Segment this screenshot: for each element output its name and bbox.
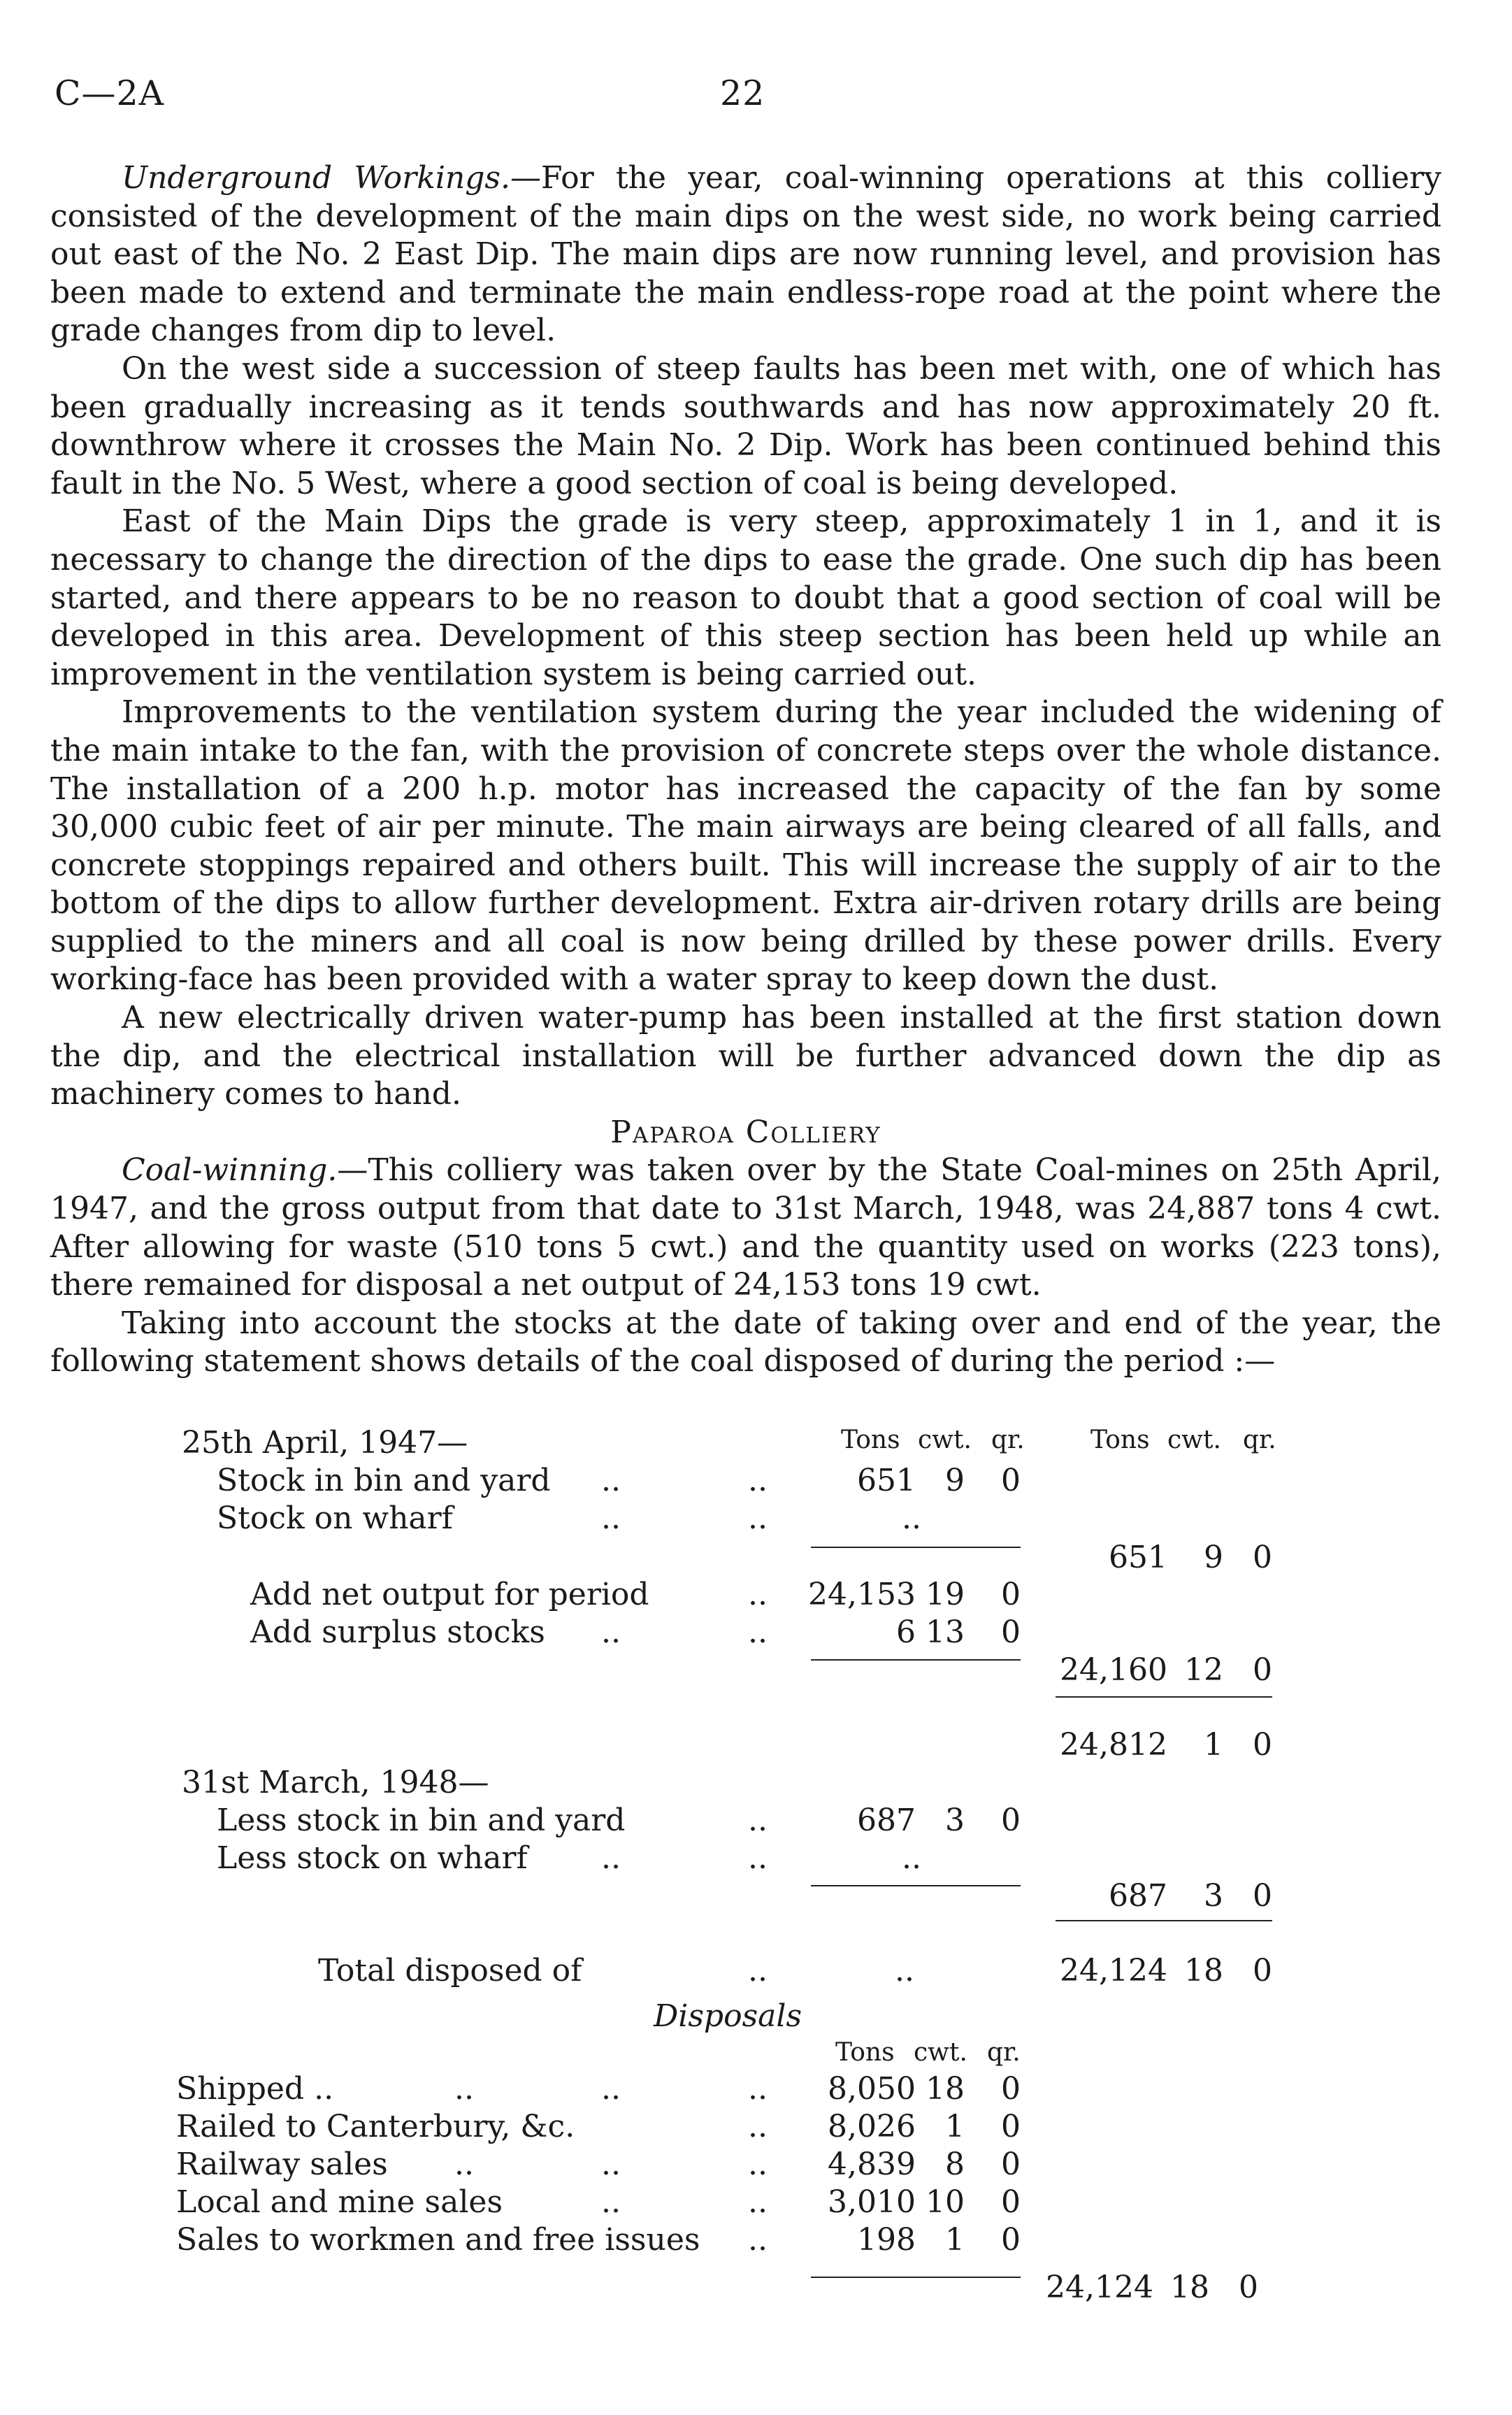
date-label: 31st March, 1948— (182, 1765, 489, 1800)
col-header-cwt: cwt. (914, 2038, 967, 2067)
qr-value: 0 (1001, 2147, 1021, 2182)
tons-value: 4,839 (828, 2147, 916, 2182)
disposal-label: Railway sales (176, 2147, 388, 2182)
rule (1056, 1920, 1272, 1921)
date-label: 25th April, 1947— (182, 1425, 468, 1461)
tons-value: 6 (896, 1614, 916, 1650)
disposals-total-cwt: 18 (1170, 2270, 1209, 2305)
body-text (50, 159, 1441, 1381)
tons-value: 198 (857, 2222, 916, 2258)
cwt-value: 8 (945, 2147, 965, 2182)
rule (811, 1547, 1021, 1548)
subtotal-cwt: 9 (1204, 1540, 1223, 1575)
row-label: Add net output for period (250, 1577, 649, 1612)
document-code: C—2A (55, 73, 165, 113)
tons-value: 8,050 (828, 2071, 916, 2107)
leader-dots: .. (601, 2147, 621, 2182)
paragraph: Taking into account the stocks at the date of taking over and end of the year, the following statement shows details of the coal disposed of during the period :— (50, 1305, 1441, 1380)
total-tons: 24,124 (1060, 1953, 1167, 1988)
qr-value: 0 (1001, 1803, 1021, 1838)
subtotal-tons: 687 (1109, 1878, 1167, 1914)
rule (811, 2277, 1021, 2278)
disposal-label: Railed to Canterbury, &c. (176, 2109, 575, 2144)
qr-value: 0 (1001, 2222, 1021, 2258)
disposals-heading: Disposals (654, 1998, 802, 2034)
leader-dots: .. (454, 2071, 474, 2107)
qr-value: 0 (1001, 1577, 1021, 1612)
subtotal-tons: 651 (1109, 1540, 1167, 1575)
leader-dots: .. (601, 1463, 621, 1498)
leader-dots: .. (748, 2109, 768, 2144)
row-label: Stock on wharf (217, 1500, 453, 1536)
tons-value: .. (902, 1500, 921, 1536)
section-heading: Paparoa Colliery (610, 1114, 881, 1150)
leader-dots: .. (748, 2222, 768, 2258)
total-qr: 0 (1253, 1953, 1272, 1988)
cwt-value: 18 (926, 2071, 965, 2107)
subtotal-qr: 0 (1253, 1540, 1272, 1575)
rule (1056, 1696, 1272, 1698)
cwt-value: 1 (945, 2109, 965, 2144)
subtotal-qr: 0 (1253, 1652, 1272, 1688)
subtotal-cwt: 3 (1204, 1878, 1223, 1914)
leader-dots: .. (748, 1500, 768, 1536)
subtotal-cwt: 1 (1204, 1727, 1223, 1763)
run-in-heading: Underground Workings. (122, 160, 510, 196)
cwt-value: 10 (926, 2184, 965, 2220)
leader-dots: .. (748, 1803, 768, 1838)
qr-value: 0 (1001, 1614, 1021, 1650)
subtotal-tons: 24,160 (1060, 1652, 1167, 1688)
row-label: Stock in bin and yard (217, 1463, 551, 1498)
col-header-qr: qr. (991, 1426, 1025, 1454)
leader-dots: .. (601, 1500, 621, 1536)
cwt-value: 19 (926, 1577, 965, 1612)
total-label: Total disposed of (318, 1953, 582, 1988)
qr-value: 0 (1001, 1463, 1021, 1498)
run-in-heading: Coal-winning. (122, 1152, 338, 1189)
leader-dots: .. (601, 2184, 621, 2220)
qr-value: 0 (1001, 2109, 1021, 2144)
cwt-value: 9 (945, 1463, 965, 1498)
leader-dots: .. (748, 2184, 768, 2220)
disposal-label: Local and mine sales (176, 2184, 503, 2220)
subtotal-qr: 0 (1253, 1878, 1272, 1914)
col-header-cwt: cwt. (1167, 1426, 1221, 1454)
rule (811, 1659, 1021, 1661)
col-header-tons: Tons (835, 2038, 895, 2067)
leader-dots: .. (748, 1463, 768, 1498)
leader-dots: .. (601, 1840, 621, 1876)
tons-value: 3,010 (828, 2184, 916, 2220)
subtotal-tons: 24,812 (1060, 1727, 1167, 1763)
leader-dots: .. (748, 1577, 768, 1612)
page-number: 22 (720, 73, 765, 113)
disposals-total-qr: 0 (1239, 2270, 1258, 2305)
col-header-qr: qr. (1243, 1426, 1276, 1454)
cwt-value: 1 (945, 2222, 965, 2258)
qr-value: 0 (1001, 2071, 1021, 2107)
paragraph: On the west side a succession of steep faults has been met with, one of which has been gradually increasing as it tends southwards and has now approximately 20 ft. downthrow where it crosses the Main No. 2 Dip. Work has been continued behind this fault in the No. 5 West, where a good section of coal is being developed. (50, 350, 1441, 501)
tons-value: 687 (857, 1803, 916, 1838)
col-header-tons: Tons (1090, 1426, 1150, 1454)
total-cwt: 18 (1184, 1953, 1223, 1988)
leader-dots: .. (601, 1614, 621, 1650)
leader-dots: .. (748, 2147, 768, 2182)
leader-dots: .. (454, 2147, 474, 2182)
row-label: Add surplus stocks (250, 1614, 545, 1650)
leader-dots: .. (748, 2071, 768, 2107)
leader-dots: .. (748, 1840, 768, 1876)
col-header-cwt: cwt. (918, 1426, 972, 1454)
leader-dots: .. (748, 1953, 768, 1988)
paragraph: A new electrically driven water-pump has been installed at the first station down the dip, and the electrical installation will be further advanced down the dip as machinery comes to hand. (50, 1000, 1441, 1112)
subtotal-cwt: 12 (1184, 1652, 1223, 1688)
cwt-value: 13 (926, 1614, 965, 1650)
col-header-qr: qr. (987, 2038, 1021, 2067)
leader-dots: .. (601, 2071, 621, 2107)
rule (811, 1885, 1021, 1886)
paragraph: East of the Main Dips the grade is very steep, approximately 1 in 1, and it is necessary to change the direction of the dips to ease the grade. One such dip has been started, and there appears to be no reason to doubt that a good section of coal will be developed in this area. Development of this steep section has been held up while an improvement in the ventilation system is being carried out. (50, 503, 1441, 692)
tons-value: 8,026 (828, 2109, 916, 2144)
paragraph: Improvements to the ventilation system during the year included the widening of the main intake to the fan, with the provision of concrete steps over the whole distance. The installation of a 200 h.p. motor has increased the capacity of the fan by some 30,000 cubic feet of air per minute. The main airways are being cleared of all falls, and concrete stoppings repaired and others built. This will increase the supply of air to the bottom of the dips to allow further development. Extra air-driven rotary drills are being supplied to the miners and all coal is now being drilled by these power drills. Every working-face has been provided with a water spray to keep down the dust. (50, 694, 1441, 998)
paragraph-coal-winning: Coal-winning.—This colliery was taken over by the State Coal-mines on 25th April, 1947, and the gross output from that date to 31st March, 1948, was 24,887 tons 4 cwt. After allowing for waste (510 tons 5 cwt.) and the quantity used on works (223 tons), there remained for disposal a net output of 24,153 tons 19 cwt. (50, 1152, 1441, 1303)
row-label: Less stock on wharf (217, 1840, 528, 1876)
tons-value: 651 (857, 1463, 916, 1498)
leader-dots: .. (748, 1614, 768, 1650)
disposal-label: Sales to workmen and free issues (176, 2222, 700, 2258)
row-label: Less stock in bin and yard (217, 1803, 626, 1838)
tons-value: 24,153 (808, 1577, 916, 1612)
cwt-value: 3 (945, 1803, 965, 1838)
disposal-label: Shipped .. (176, 2071, 334, 2107)
paragraph-underground-workings: Underground Workings.—For the year, coal-winning operations at this colliery consisted of the development of the main dips on the west side, no work being carried out east of the No. 2 East Dip. The main dips are now running level, and provision has been made to extend and terminate the main endless-rope road at the point where the grade changes from dip to level. (50, 160, 1441, 349)
leader-dots: .. (895, 1953, 914, 1988)
col-header-tons: Tons (841, 1426, 900, 1454)
qr-value: 0 (1001, 2184, 1021, 2220)
subtotal-qr: 0 (1253, 1727, 1272, 1763)
tons-value: .. (902, 1840, 921, 1876)
disposals-total-tons: 24,124 (1046, 2270, 1153, 2305)
